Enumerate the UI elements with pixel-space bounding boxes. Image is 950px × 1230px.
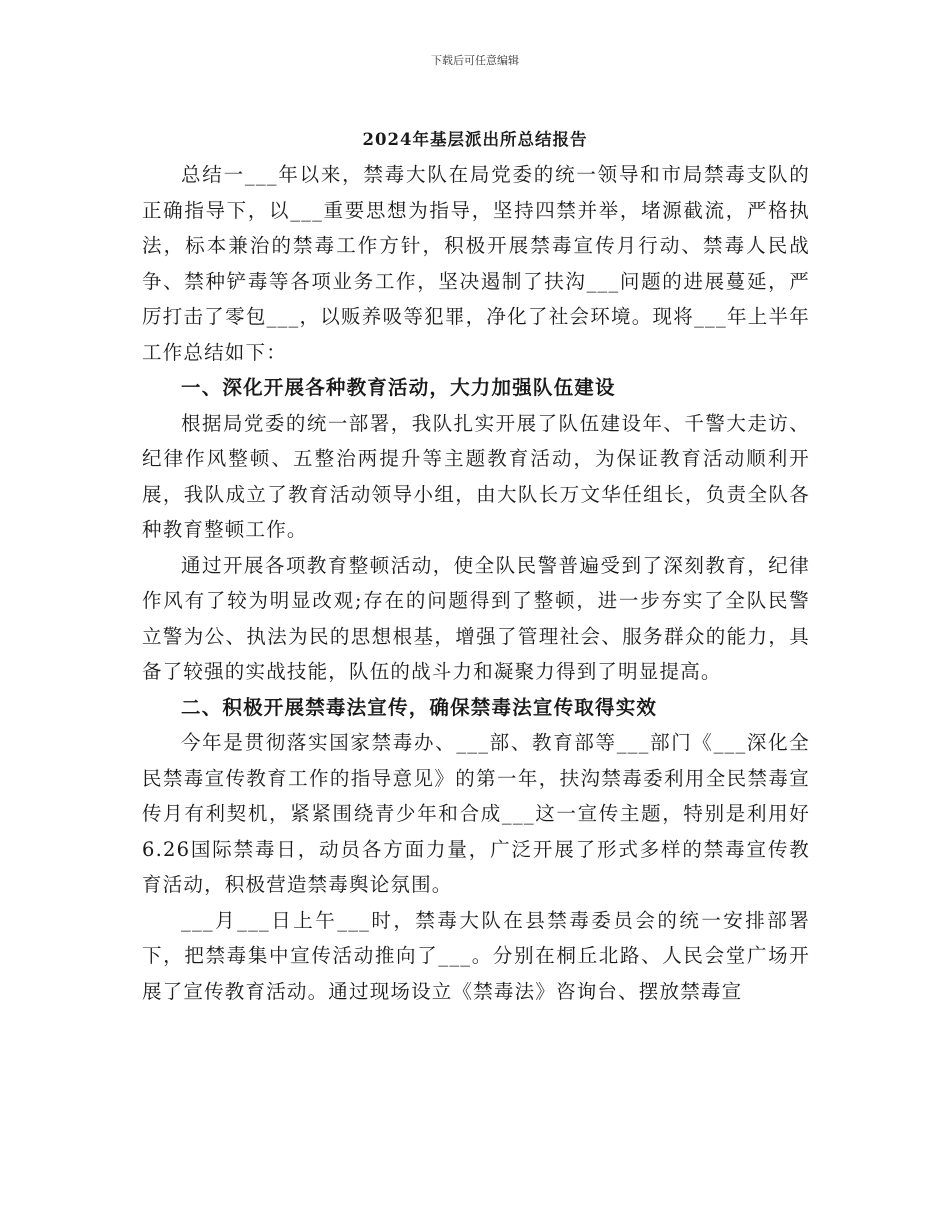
section-heading-2: 二、积极开展禁毒法宣传，确保禁毒法宣传取得实效	[181, 695, 658, 719]
document-title: 2024年基层派出所总结报告	[362, 130, 588, 149]
paragraph-intro: 总结一___年以来，禁毒大队在局党委的统一领导和市局禁毒支队的正确指导下，以___重要思想为指导，坚持四禁并举，堵源截流，严格执法，标本兼治的禁毒工作方针，积极开展禁毒宣传月行动、禁毒人民战争、禁种铲毒等各项业务工作，坚决遏制了扶沟___问题的进展蔓延，严厉打击了零包___，以贩养吸等犯罪，净化了社会环境。现将___年上半年工作总结如下：	[142, 163, 810, 364]
section-heading-1: 一、深化开展各种教育活动，大力加强队伍建设	[181, 376, 616, 399]
document-body	[142, 157, 810, 1009]
paragraph-drug-law-publicity: 今年是贯彻落实国家禁毒办、___部、教育部等___部门《___深化全民禁毒宣传教育工作的指导意见》的第一年，扶沟禁毒委利用全民禁毒宣传月有利契机，紧紧围绕青少年和合成___这一宣传主题，特别是利用好6.26国际禁毒日，动员各方面力量，广泛开展了形式多样的禁毒宣传教育活动，积极营造禁毒舆论氛围。	[142, 731, 810, 896]
paragraph-education-activities: 根据局党委的统一部署，我队扎实开展了队伍建设年、千警大走访、纪律作风整顿、五整治两提升等主题教育活动，为保证教育活动顺利开展，我队成立了教育活动领导小组，由大队长万文华任组长，负责全队各种教育整顿工作。	[142, 411, 810, 541]
paragraph-education-results: 通过开展各项教育整顿活动，使全队民警普遍受到了深刻教育，纪律作风有了较为明显改观;存在的问题得到了整顿，进一步夯实了全队民警立警为公、执法为民的思想根基，增强了管理社会、服务群众的能力，具备了较强的实战技能，队伍的战斗力和凝聚力得到了明显提高。	[142, 553, 810, 683]
paragraph-publicity-event: ___月___日上午___时，禁毒大队在县禁毒委员会的统一安排部署下，把禁毒集中宣传活动推向了___。分别在桐丘北路、人民会堂广场开展了宣传教育活动。通过现场设立《禁毒法》咨询台、摆放禁毒宣	[142, 908, 810, 1003]
page-header-note: 下载后可任意编辑	[431, 54, 519, 67]
